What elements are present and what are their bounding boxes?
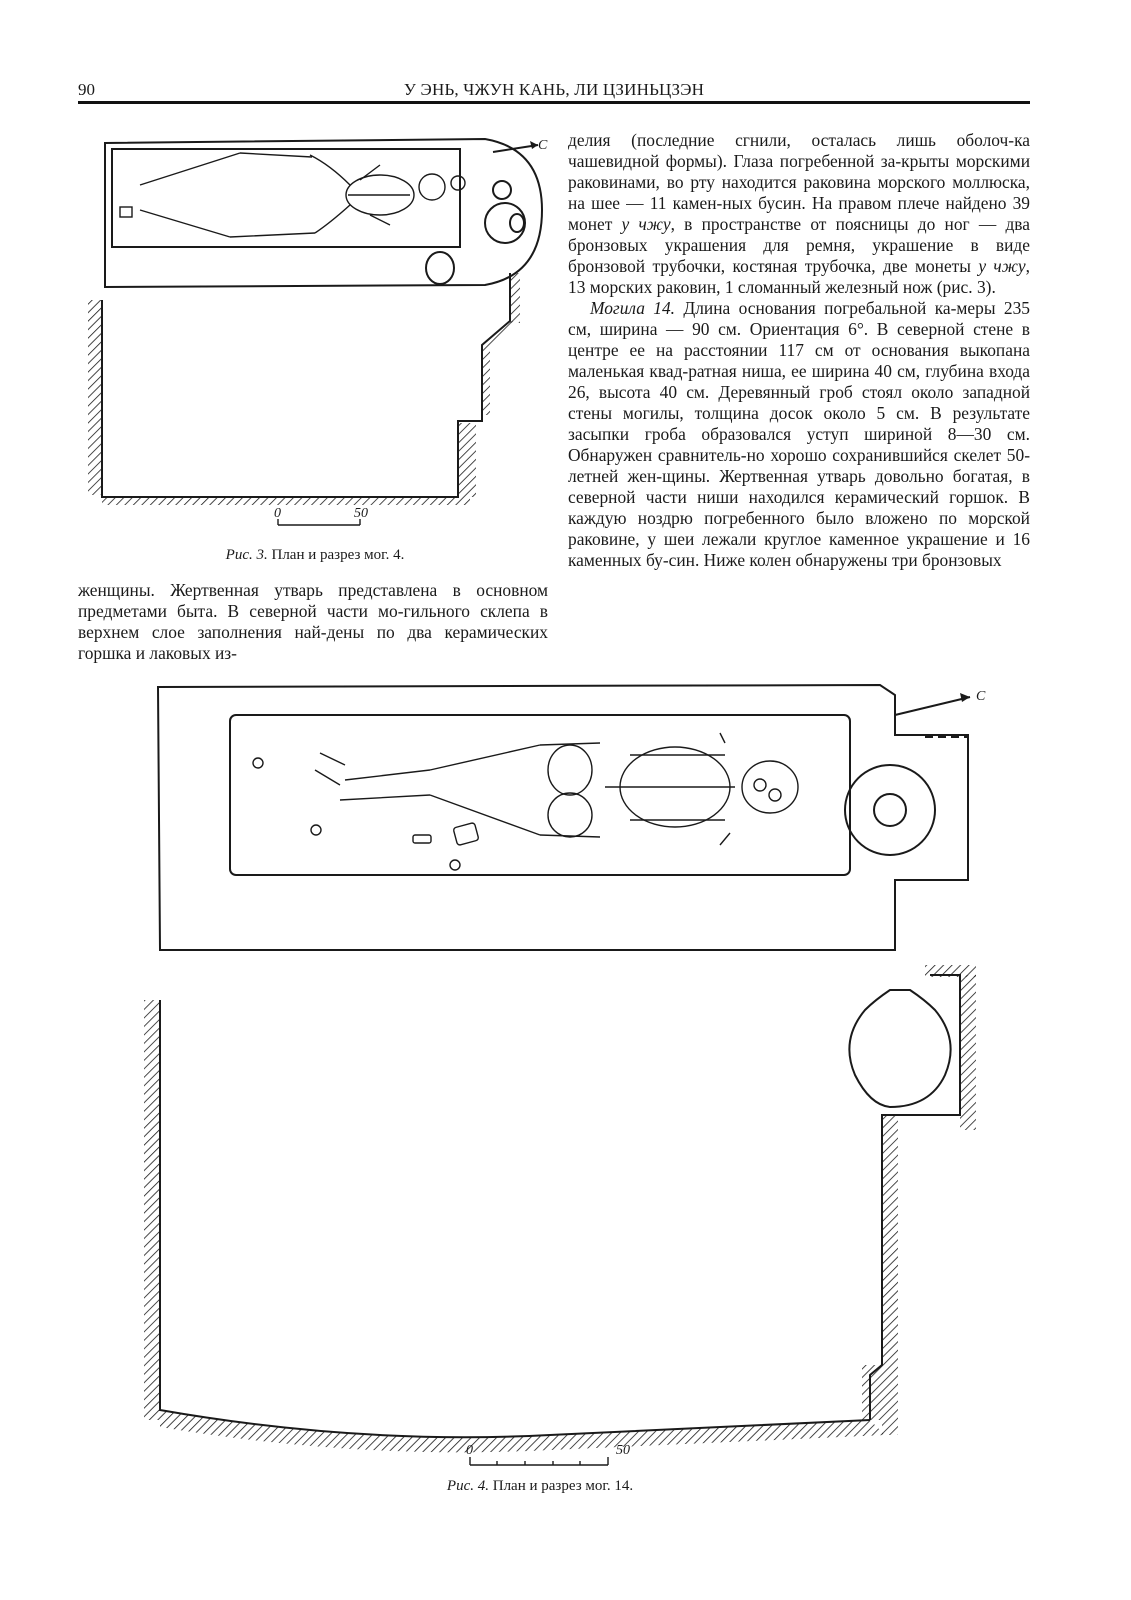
fig3-section (88, 273, 520, 505)
figure-3-drawing (80, 125, 560, 535)
fig4-coffin (230, 715, 850, 875)
fig3-pot (426, 252, 454, 284)
header-rule (78, 101, 1030, 104)
fig4-object (453, 822, 479, 845)
fig4-north-letter: С (976, 689, 986, 704)
fig4-niche-circle (845, 765, 935, 855)
running-title: У ЭНЬ, ЧЖУН КАНЬ, ЛИ ЦЗИНЬЦЗЭН (403, 80, 705, 99)
fig4-bead (253, 758, 263, 768)
figure-4-label: Рис. 4. (446, 1478, 489, 1494)
fig3-scale-zero: 0 (274, 506, 281, 521)
left-paragraph: женщины. Жертвенная утварь представлена в основном предметами быта. В северной части мо-гильного склепа в верхнем слое заполнения най-дены по два керамических горшка и лаковых из- (78, 580, 548, 663)
fig4-section-pot (849, 990, 950, 1107)
fig3-coffin (112, 149, 460, 247)
fig4-scale-zero: 0 (466, 1443, 473, 1458)
figure-4-caption (330, 1478, 750, 1495)
figure-3-text: План и разрез мог. 4. (267, 547, 405, 563)
fig3-shell (451, 176, 465, 190)
fig4-scale-max: 50 (616, 1443, 630, 1458)
fig3-scale-max: 50 (354, 506, 368, 521)
fig3-pit-outline (105, 139, 542, 287)
fig3-niche-circle (485, 203, 525, 243)
grave-14-heading: Могила 14. (590, 298, 676, 318)
fig3-skeleton (140, 153, 445, 237)
right-paragraph-2: Могила 14. Длина основания погребальной ка-меры 235 см, ширина — 90 см. Ориентация 6°. В северной стене в центре ее на расстоянии 117 см от основания выкопана маленькая квад-ратная ниша, ее ширина 40 см, глубина входа 26, высота 40 см. Деревянный гроб стоял около западной стены могилы, толщина досок около 5 см. В результате засыпки гроба образовался уступ шириной 8—30 см. Обнаружен сравнитель-но хорошо сохранившийся скелет 50-летней жен-щины. Жертвенная утварь довольно богатая, в северной части ниши находился керамический горшок. В каждую ноздрю погребенного было вложено по морской раковине, у шеи лежали круглое каменное украшение и 16 каменных бу-син. Ниже колен обнаружены три бронзовых (568, 298, 1030, 570)
fig4-niche-dashed (925, 737, 968, 880)
page-number: 90 (78, 80, 95, 99)
right-column-text (568, 130, 1030, 571)
left-column-text (78, 580, 548, 664)
fig4-skeleton (315, 733, 798, 845)
right-paragraph-1: делия (последние сгнили, осталась лишь оболоч-ка чашевидной формы). Глаза погребенной за-крыты морскими раковинами, во рту находится раковина морского моллюска, на шее — 11 камен-ных бусин. На правом плече найдено 39 монет у чжу, в пространстве от поясницы до ног — два бронзовых украшения для ремня, украшение в виде бронзовой трубочки, костяная трубочка, две монеты у чжу, 13 морских раковин, 1 сломанный железный нож (рис. 3). (568, 130, 1030, 297)
fig4-section (144, 965, 976, 1452)
fig3-object (120, 207, 132, 217)
fig3-north-letter: С (538, 138, 548, 153)
fig4-north-arrow (895, 697, 970, 715)
fig3-pot-top (493, 181, 511, 199)
running-header (78, 80, 1030, 102)
figure-3-caption (80, 547, 550, 564)
term-u-zhu: у чжу (978, 256, 1026, 276)
term-u-zhu: у чжу (621, 214, 671, 234)
figure-4-drawing (130, 675, 1010, 1475)
figure-4-text: План и разрез мог. 14. (488, 1478, 634, 1494)
figure-3-label: Рис. 3. (225, 547, 268, 563)
